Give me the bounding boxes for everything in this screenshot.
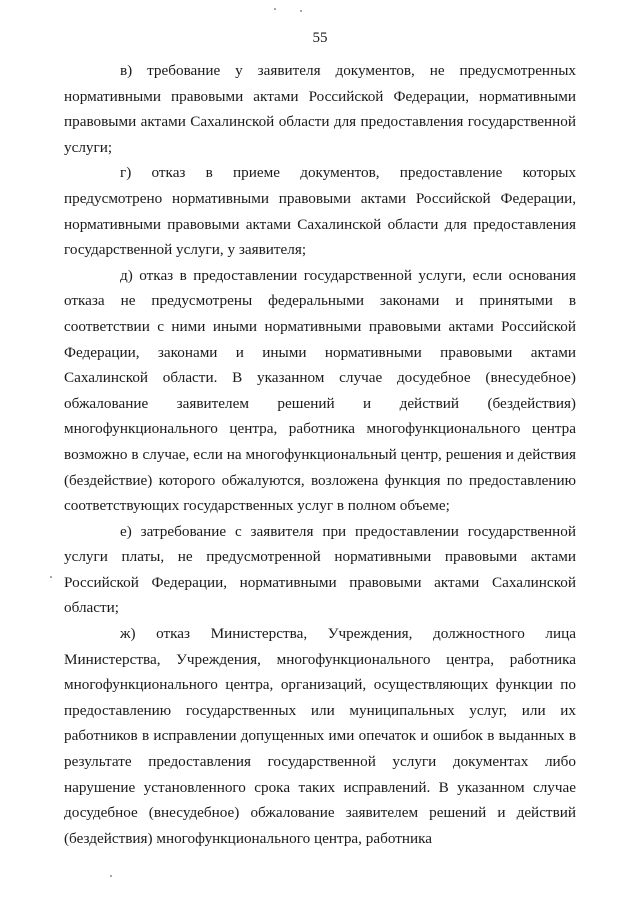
scan-speck [50,576,52,578]
page-number: 55 [312,30,328,46]
scan-speck [300,10,302,12]
paragraph-g: г) отказ в приеме документов, предоставление которых предусмотрено нормативными правовыми актами Российской Федерации, нормативными правовыми актами Сахалинской области для предоставления государственной услуги, у заявителя; [64,164,576,259]
paragraph-d: д) отказ в предоставлении государственной услуги, если основания отказа не предусмотрены федеральными законами и принятыми в соответствии с ними иными нормативными правовыми актами Российской Федерации, законами и иными нормативными правовыми актами Сахалинской области. В указанном случае досудебное (внесудебное) обжалование заявителем решений и действий (бездействия) многофункционального центра, работника многофункционального центра возможно в случае, если на многофункциональный центр, решения и действия (бездействие) которого обжалуются, возложена функция по предоставлению соответствующих государственных услуг в полном объеме; [64,266,576,515]
paragraph-v: в) требование у заявителя документов, не предусмотренных нормативными правовыми актами Российской Федерации, нормативными правовыми актами Сахалинской области для предоставления государственной услуги; [64,62,576,156]
document-body [64,58,576,851]
paragraph-e: е) затребование с заявителя при предоставлении государственной услуги платы, не предусмотренной нормативными правовыми актами Российской Федерации, нормативными правовыми актами Сахалинской области; [64,522,576,617]
paragraph-zh: ж) отказ Министерства, Учреждения, должностного лица Министерства, Учреждения, многофункционального центра, работника многофункционального центра, организаций, осуществляющих функции по предоставлению государственных или муниципальных услуг, или их работников в исправлении допущенных ими опечаток и ошибок в выданных в результате предоставления государственной услуги документах либо нарушение установленного срока таких исправлений. В указанном случае досудебное (внесудебное) обжалование заявителем решений и действий (бездействия) многофункционального центра, работника [64,625,576,847]
scan-speck [110,875,112,877]
scan-speck [274,8,276,10]
